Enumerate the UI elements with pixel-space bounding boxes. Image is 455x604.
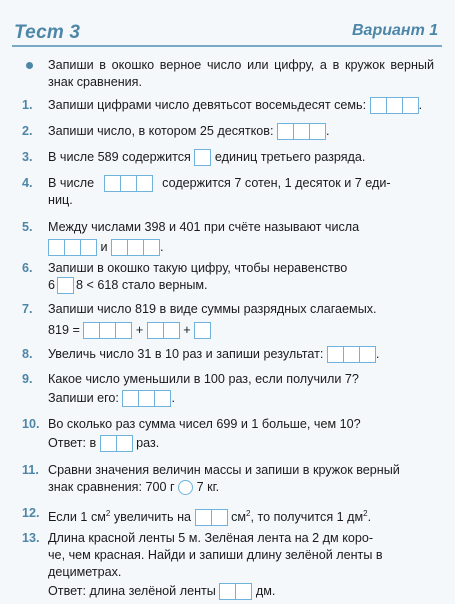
task-2: 2. Запиши число, в котором 25 десятков: . xyxy=(22,124,330,138)
task-text: содержится 7 сотен, 1 десяток и 7 еди- xyxy=(162,176,391,190)
answer-box-3-digit[interactable] xyxy=(277,123,326,140)
task-10 xyxy=(22,416,447,452)
task-number: 8. xyxy=(22,347,33,361)
task-text: дм. xyxy=(255,584,276,598)
answer-box-3-digit[interactable] xyxy=(48,239,97,256)
task-1: 1. Запиши цифрами число девятьсот восемьдесят семь: . xyxy=(22,98,423,112)
task-text: Между числами 398 и 401 при счёте называют числа xyxy=(48,220,360,234)
task-number: 12. xyxy=(22,506,40,520)
variant-title: Вариант 1 xyxy=(352,22,439,39)
answer-box-2-digit[interactable] xyxy=(147,322,180,339)
superscript: 2 xyxy=(105,509,111,518)
task-text: увеличить на xyxy=(113,510,192,525)
task-text: ниц. xyxy=(48,193,73,207)
task-text: Запиши число, в котором 25 десятков: xyxy=(48,124,274,138)
task-text: раз. xyxy=(136,436,160,450)
task-text: Запиши его: xyxy=(48,391,119,405)
task-9: 9. Какое число уменьшили в 100 раз, если получили 7? Запиши его: . xyxy=(22,372,359,405)
task-text: Если 1 см xyxy=(48,510,106,525)
task-text: Какое число уменьшили в 100 раз, если получили 7? xyxy=(48,372,359,386)
answer-box-1-digit[interactable] xyxy=(57,277,74,294)
task-text: Увеличь число 31 в 10 раз и запиши результат: xyxy=(48,347,324,361)
answer-box-3-digit[interactable] xyxy=(83,322,132,339)
intro-instruction xyxy=(22,57,447,91)
task-number: 2. xyxy=(22,124,33,138)
task-number: 5. xyxy=(22,220,33,234)
task-8: 8. Увеличь число 31 в 10 раз и запиши результат: . xyxy=(22,347,380,361)
answer-box-3-digit[interactable] xyxy=(327,346,376,363)
task-text: знак сравнения: 700 г xyxy=(48,480,175,494)
answer-box-2-digit[interactable] xyxy=(100,435,133,452)
task-text: Запиши в окошко такую цифру, чтобы неравенство xyxy=(48,261,348,275)
task-text: , то получится 1 дм xyxy=(250,510,364,525)
task-text: см xyxy=(231,510,247,525)
task-text: и xyxy=(100,240,108,254)
task-number: 7. xyxy=(22,302,33,316)
task-11 xyxy=(22,462,447,496)
task-text: Сравни значения величин массы и запиши в кружок верный xyxy=(48,463,400,477)
superscript: 2 xyxy=(363,509,368,518)
task-3 xyxy=(22,149,447,166)
answer-box-2-digit[interactable] xyxy=(219,583,252,600)
answer-box-3-digit[interactable] xyxy=(122,390,171,407)
test-title: Тест 3 xyxy=(14,22,81,43)
task-text: Запиши цифрами число девятьсот восемьдесят семь: xyxy=(48,98,367,112)
answer-box-3-digit[interactable] xyxy=(111,239,160,256)
superscript: 2 xyxy=(246,509,251,518)
plus-sign: + xyxy=(183,323,191,337)
task-text: Ответ: длина зелёной ленты xyxy=(48,584,216,598)
task-text: дециметрах. xyxy=(48,565,122,579)
task-7 xyxy=(22,301,447,339)
task-6 xyxy=(22,260,447,294)
task-number: 9. xyxy=(22,372,33,386)
task-number: 10. xyxy=(22,417,40,431)
task-number: 3. xyxy=(22,150,33,164)
task-number: 1. xyxy=(22,98,33,112)
task-text: Длина красной ленты 5 м. Зелёная лента на 2 дм коро- xyxy=(48,531,374,545)
answer-box-2-digit[interactable] xyxy=(195,509,228,526)
task-number: 6. xyxy=(22,261,33,275)
task-text: 819 = xyxy=(48,323,80,337)
plus-sign: + xyxy=(135,323,144,337)
answer-box-1-digit[interactable] xyxy=(194,149,211,166)
task-5: 5. Между числами 398 и 401 при счёте называют числа и . xyxy=(22,220,360,254)
task-text: В числе xyxy=(48,176,95,190)
task-text: 8 < 618 стало верным. xyxy=(76,278,208,292)
answer-box-3-digit[interactable] xyxy=(104,175,153,192)
intro-text: Запиши в окошко верное число или цифру, а в кружок верный знак сравнения. xyxy=(48,58,434,89)
task-text: Ответ: в xyxy=(48,436,97,450)
task-number: 4. xyxy=(22,176,33,190)
task-text: Запиши число 819 в виде суммы разрядных слагаемых. xyxy=(48,302,377,316)
task-text: че, чем красная. Найди и запиши длину зелёной ленты в xyxy=(48,548,383,562)
answer-box-1-digit[interactable] xyxy=(194,322,211,339)
task-text: 7 кг. xyxy=(196,480,220,494)
comparison-circle[interactable] xyxy=(178,480,193,495)
bullet-icon xyxy=(26,62,33,69)
task-12: 12. Если 1 $см^2$ увеличить на $см^2$, то получится 1 $дм^2$. xyxy=(22,506,372,525)
task-number: 11. xyxy=(22,463,39,477)
header-divider xyxy=(12,45,442,47)
task-text: Во сколько раз сумма чисел 699 и 1 больше, чем 10? xyxy=(48,417,361,431)
task-13 xyxy=(22,530,447,600)
answer-box-3-digit[interactable] xyxy=(370,97,419,114)
task-text: В числе 589 содержится xyxy=(48,150,191,164)
task-4 xyxy=(22,175,447,209)
task-text: единиц третьего разряда. xyxy=(214,150,366,164)
task-number: 13. xyxy=(22,531,40,545)
task-text: 6 xyxy=(48,278,56,292)
